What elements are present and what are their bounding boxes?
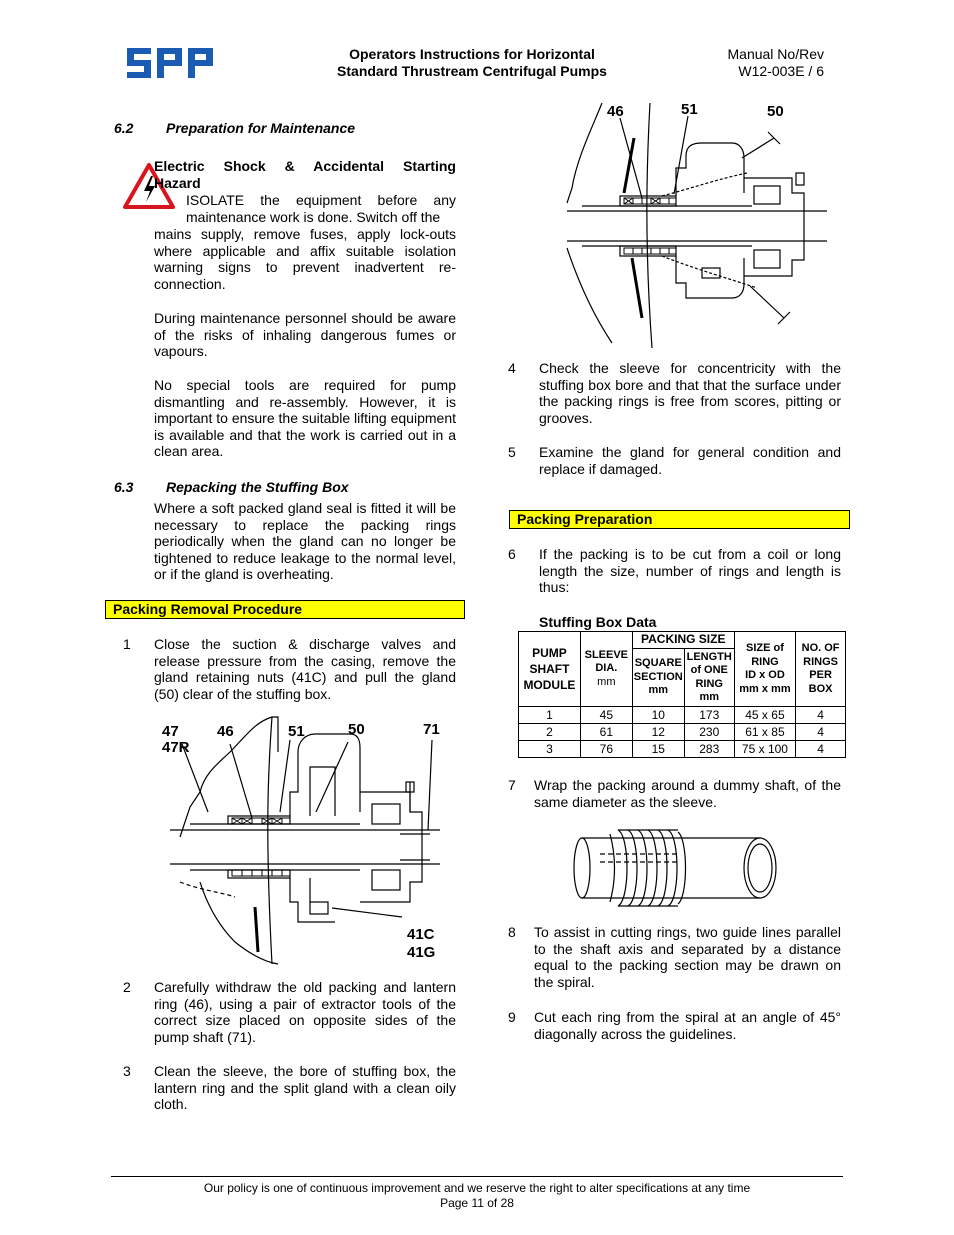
table-cell: 45 x 65 <box>734 707 795 724</box>
figure1-label-51: 51 <box>288 723 305 740</box>
paragraph-fumes: During maintenance personnel should be aware of the risks of inhaling dangerous fumes or vapours. <box>154 310 456 360</box>
header-square-section <box>632 649 684 707</box>
step-text: If the packing is to be cut from a coil or long length the size, number of rings and length is thus: <box>539 546 841 596</box>
step-number: 9 <box>508 1009 516 1025</box>
figure1-label-41c: 41C <box>407 926 435 943</box>
figure1-label-41g: 41G <box>407 944 436 961</box>
step-text: Examine the gland for general condition and replace if damaged. <box>539 444 841 477</box>
manual-number-block <box>700 46 824 80</box>
table-row <box>519 724 846 741</box>
step-number: 2 <box>123 979 131 995</box>
figure1-label-47: 47 <box>162 723 179 740</box>
step-text: Check the sleeve for concentricity with the stuffing box bore and that that the surface under the packing rings is free from scores, pitting or grooves. <box>539 360 841 426</box>
table-cell: 4 <box>796 707 846 724</box>
step-number: 4 <box>508 360 516 376</box>
figure2-label-46: 46 <box>607 103 624 120</box>
step-text: Close the suction & discharge valves and release pressure from the casing, remove the gland retaining nuts (41C) and pull the gland (50) clear of the stuffing box. <box>154 636 456 702</box>
spp-logo <box>127 48 213 78</box>
table-cell: 283 <box>684 741 734 758</box>
list-item <box>508 924 841 994</box>
list-item <box>508 1009 841 1045</box>
table-cell: 1 <box>519 707 581 724</box>
header-line: SIZE of <box>746 642 784 654</box>
header-length-of-one-ring <box>684 649 734 707</box>
table-row <box>519 707 846 724</box>
step-text: Carefully withdraw the old packing and lantern ring (46), using a pair of extractor tools of the correct size placed on opposite sides of the pump shaft (71). <box>154 979 456 1045</box>
packing-spiral-diagram <box>570 826 780 910</box>
manual-label: Manual No/Rev <box>727 46 824 62</box>
table-title: Stuffing Box Data <box>539 614 657 630</box>
step-text: Clean the sleeve, the bore of stuffing box, the lantern ring and the split gland with a clean oily cloth. <box>154 1063 456 1113</box>
stuffing-box-detail-diagram <box>562 98 832 356</box>
header-line: MODULE <box>523 678 576 692</box>
step-text: Cut each ring from the spiral at an angle of 45° diagonally across the guidelines. <box>534 1009 841 1042</box>
step-number: 5 <box>508 444 516 460</box>
table-cell: 2 <box>519 724 581 741</box>
header-line: SLEEVE <box>584 648 629 661</box>
step-number: 3 <box>123 1063 131 1079</box>
warning-title <box>154 158 456 191</box>
table-cell: 10 <box>632 707 684 724</box>
header-pump-shaft-module <box>519 632 581 707</box>
header-line: ID x OD <box>745 669 785 681</box>
warning-title-line2: Hazard <box>154 174 201 191</box>
section-number: 6.3 <box>114 479 134 495</box>
list-item <box>123 636 456 706</box>
table-cell: 75 x 100 <box>734 741 795 758</box>
step-number: 7 <box>508 777 516 793</box>
document-title-line1: Operators Instructions for Horizontal <box>349 46 595 62</box>
header-line: NO. OF <box>801 642 840 654</box>
stuffing-box-diagram <box>160 712 460 970</box>
warning-title-line1: Electric Shock & Accidental Starting <box>154 158 456 174</box>
table-cell: 12 <box>632 724 684 741</box>
header-line: RING <box>751 655 779 668</box>
figure2-label-50: 50 <box>767 103 784 120</box>
table-cell: 61 x 85 <box>734 724 795 741</box>
table-cell: 45 <box>580 707 632 724</box>
header-line: mm <box>699 691 720 703</box>
table-cell: 4 <box>796 741 846 758</box>
warning-text-line2: maintenance work is done. Switch off the <box>186 209 441 225</box>
header-size-of-ring <box>734 632 795 707</box>
warning-text: mains supply, remove fuses, apply lock-outs where applicable and affix suitable isolation warning signs to prevent inadvertent re-connection. <box>154 226 456 292</box>
section-6-3-heading <box>114 479 349 496</box>
step-text: Wrap the packing around a dummy shaft, of the same diameter as the sleeve. <box>534 777 841 810</box>
document-title-line2: Standard Thrustream Centrifugal Pumps <box>337 63 607 79</box>
figure1-label-47r: 47R <box>162 739 190 756</box>
manual-number: W12-003E / 6 <box>738 63 824 79</box>
header-line: BOX <box>808 682 833 695</box>
list-item <box>508 444 841 480</box>
header-sleeve-dia <box>580 632 632 707</box>
page-footer <box>111 1181 843 1211</box>
packing-removal-heading: Packing Removal Procedure <box>105 600 465 619</box>
table-cell: 76 <box>580 741 632 758</box>
table-cell: 3 <box>519 741 581 758</box>
figure1-label-71: 71 <box>423 721 440 738</box>
step-number: 1 <box>123 636 131 652</box>
paragraph-tools: No special tools are required for pump dismantling and re-assembly. However, it is important to ensure the suitable lifting equipment is available and that the work is carried out in a clean area. <box>154 377 456 460</box>
header-line: of ONE <box>690 664 728 676</box>
table-cell: 4 <box>796 724 846 741</box>
step-text: To assist in cutting rings, two guide lines parallel to the shaft axis and separated by a distance equal to the packing section may be drawn on the spiral. <box>534 924 841 990</box>
page-number: Page 11 of 28 <box>440 1196 514 1210</box>
list-item <box>508 777 841 813</box>
header-line: SQUARE <box>634 657 682 670</box>
list-item <box>123 979 456 1049</box>
section-number: 6.2 <box>114 120 134 136</box>
section-title: Repacking the Stuffing Box <box>166 479 349 495</box>
stuffing-box-data-table <box>518 631 846 758</box>
table-cell: 173 <box>684 707 734 724</box>
footer-policy: Our policy is one of continuous improvement and we reserve the right to alter specifications at any time <box>203 1181 751 1195</box>
list-item <box>508 546 841 598</box>
section-6-2-heading <box>114 120 355 137</box>
table-cell: 230 <box>684 724 734 741</box>
header-line: SHAFT <box>529 662 570 676</box>
warning-text-line1: ISOLATE the equipment before any <box>186 192 456 208</box>
table-row <box>519 741 846 758</box>
header-line: PER <box>809 669 832 681</box>
list-item <box>508 360 841 430</box>
header-line: mm x mm <box>739 682 791 695</box>
header-line: SECTION <box>633 670 683 683</box>
header-no-of-rings <box>796 632 846 707</box>
header-line: RINGS <box>803 655 838 668</box>
document-title <box>300 46 644 80</box>
packing-preparation-heading: Packing Preparation <box>509 510 850 529</box>
header-line: mm <box>597 675 616 688</box>
section-title: Preparation for Maintenance <box>166 120 356 136</box>
header-line: PUMP <box>532 646 567 660</box>
figure2-label-51: 51 <box>681 101 698 118</box>
table-cell: 61 <box>580 724 632 741</box>
list-item <box>123 1063 456 1115</box>
header-line: RING <box>695 677 723 690</box>
figure1-label-50: 50 <box>348 721 365 738</box>
footer-divider <box>111 1176 843 1177</box>
figure1-label-46: 46 <box>217 723 234 740</box>
header-line: DIA. <box>595 662 618 675</box>
table-cell: 15 <box>632 741 684 758</box>
header-line: LENGTH <box>686 650 732 663</box>
header-line: mm <box>648 684 669 697</box>
header-packing-size: PACKING SIZE <box>632 632 734 649</box>
paragraph-stuffing-box-intro: Where a soft packed gland seal is fitted it will be necessary to replace the packing rings periodically when the gland can no longer be tightened to reduce leakage to the normal level, or if the gland is overheating. <box>154 500 456 583</box>
step-number: 8 <box>508 924 516 940</box>
step-number: 6 <box>508 546 516 562</box>
